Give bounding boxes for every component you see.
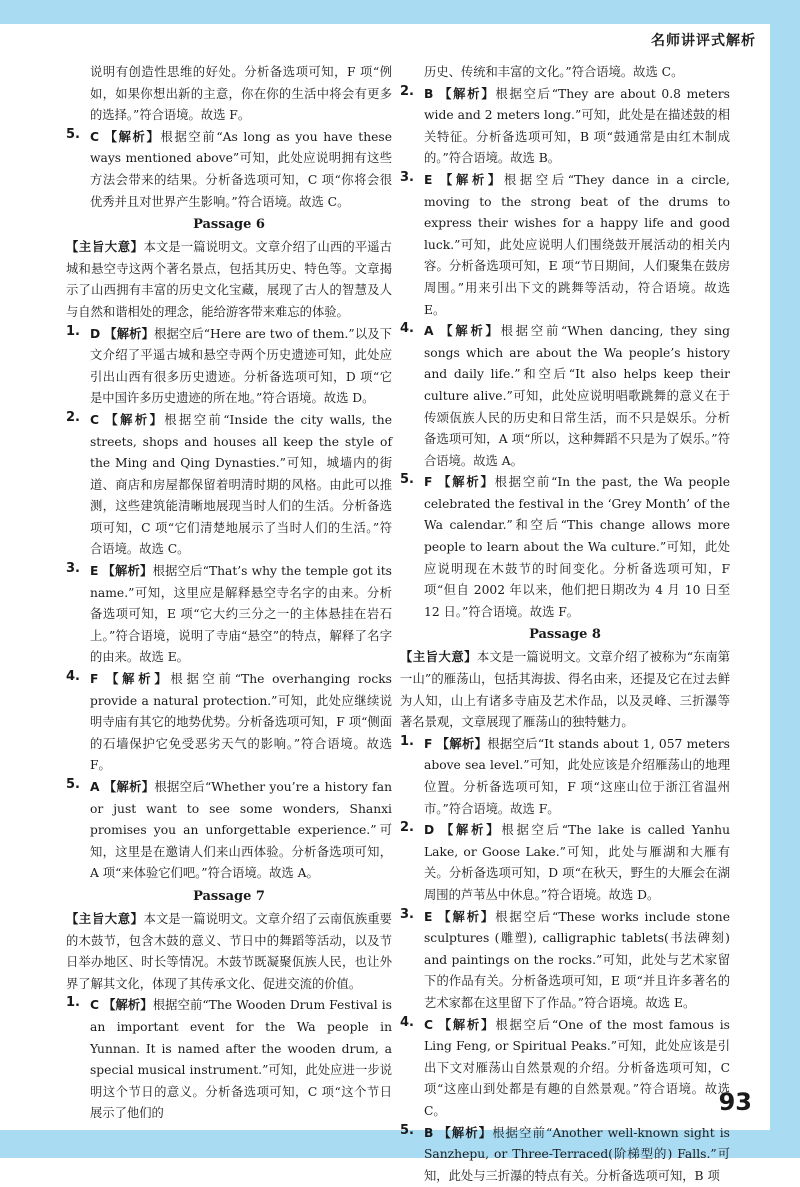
analysis-tag: 【解析】 <box>439 1018 496 1032</box>
analysis-tag: 【解析】 <box>105 130 161 144</box>
analysis-text: 根据空前“As long as you have these ways mentioned above”可知，此处应说明拥有这些方法会带来的结果。分析备选项可知，C 项“你将会很优秀并且对世界产生影响。”符合语境。故选 C。 <box>90 130 392 209</box>
item-number: 1. <box>66 324 80 339</box>
answer-letter: F <box>90 672 98 686</box>
analysis-text: 根据空后“Whether you’re a history fan or just want to see some wonders, Shanxi promises you an unforgettable experience.”可知，这里是在邀请人们来山西体验。分析备选项可知，A 项“来体验它们吧。”符合语境。故选 A。 <box>90 780 392 880</box>
analysis-text: 根据空前“The Wooden Drum Festival is an important event for the Wa people in Yunnan. It is named after the wooden drum, a special musical instrument.”可知，此处应进一步说明这个节日的意义。分析备选项可知，C 项“这个节日展示了他们的 <box>90 998 392 1120</box>
analysis-text: 根据空后“That’s why the temple got its name.”可知，这里应是解释悬空寺名字的由来。分析备选项可知，E 项“它大约三分之一的主体悬挂在岩石上。”符合语境，说明了寺庙“悬空”的特点，解释了名字的由来。故选 E。 <box>90 564 392 664</box>
answer-letter: D <box>424 823 434 837</box>
answer-item <box>400 84 730 170</box>
summary-tag: 【主旨大意】 <box>400 650 477 664</box>
item-number: 5. <box>400 1123 414 1138</box>
item-number: 3. <box>400 170 414 185</box>
page-frame-top <box>0 0 800 24</box>
passage-heading: Passage 8 <box>400 624 730 646</box>
answer-letter: C <box>424 1018 433 1032</box>
analysis-tag: 【解析】 <box>438 1126 492 1140</box>
item-number: 5. <box>66 127 80 142</box>
item-number: 5. <box>66 777 80 792</box>
continued-text: 说明有创造性思维的好处。分析备选项可知，F 项“例如，如果你想出新的主意，你在你的生活中将会有更多的选择。”符合语境。故选 F。 <box>66 62 392 127</box>
item-number: 3. <box>400 907 414 922</box>
analysis-text: 根据空后“They are about 0.8 meters wide and 2 meters long.”可知，此处是在描述鼓的相关特征。分析备选项可知，B 项“鼓通常是由红木制成的。”符合语境。故选 B。 <box>424 87 730 166</box>
item-number: 1. <box>66 995 80 1010</box>
passage-summary <box>400 647 730 733</box>
answer-item <box>66 995 392 1125</box>
analysis-tag: 【解析】 <box>441 823 501 837</box>
left-column <box>66 62 392 1125</box>
answer-letter: C <box>90 998 99 1012</box>
page-frame-right <box>770 0 800 1158</box>
item-number: 5. <box>400 472 414 487</box>
analysis-tag: 【解析】 <box>439 87 495 101</box>
analysis-text: 根据空后“One of the most famous is Ling Feng, or Spiritual Peaks.”可知，此处应该是引出下文对雁荡山自然景观的介绍。分析备选项可知，C 项“这座山到处都是有趣的自然景观。”符合语境。故选 C。 <box>424 1018 730 1118</box>
answer-letter: F <box>424 475 432 489</box>
analysis-text: 根据空前“The overhanging rocks provide a natural protection.”可知，此处应继续说明寺庙有其它的地势优势。分析备选项可知，F 项“侧面的石墙保护它免受恶劣天气的影响。”符合语境。故选 F。 <box>90 672 392 772</box>
answer-letter: E <box>90 564 98 578</box>
answer-letter: A <box>424 324 434 338</box>
summary-tag: 【主旨大意】 <box>66 240 144 254</box>
answer-letter: B <box>424 87 433 101</box>
analysis-tag: 【解析】 <box>104 780 155 794</box>
analysis-text: 根据空前“Inside the city walls, the streets, shops and houses all keep the style of the Ming and Qing Dynasties.”可知，城墙内的街道、商店和房屋都保留着明清时期的风格。由此可以推测，这些建筑能清晰地展现当时人们的生活。分析备选项可知，C 项“它们清楚地展示了当时人们的生活。”符合语境。故选 C。 <box>90 413 392 557</box>
answer-letter: A <box>90 780 100 794</box>
answer-letter: B <box>424 1126 433 1140</box>
answer-item <box>400 321 730 472</box>
analysis-text: 根据空后“They dance in a circle, moving to the strong beat of the drums to express their wishes for a happy life and good luck.”可知，此处应说明人们围绕鼓开展活动的相关内容。分析备选项可知，E 项“节日期间，人们聚集在鼓房周围。”用来引出下文的跳舞等活动，符合语境。故选 E。 <box>424 173 730 317</box>
item-number: 2. <box>66 410 80 425</box>
answer-letter: E <box>424 910 432 924</box>
analysis-tag: 【解析】 <box>440 324 500 338</box>
right-column <box>400 62 730 1187</box>
answer-item <box>400 734 730 820</box>
item-number: 1. <box>400 734 414 749</box>
analysis-text: 根据空前“When dancing, they sing songs which are about the Wa people’s history and daily life.”和空后“It also helps keep their culture alive.”可知，此处应说明唱歌跳舞的意义在于传颂佤族人民的历史和日常生活，而不只是娱乐。分析备选项可知，A 项“所以，这种舞蹈不只是为了娱乐。”符合语境。故选 A。 <box>424 324 730 468</box>
answer-item <box>66 127 392 213</box>
answer-item <box>66 561 392 669</box>
summary-text: 本文是一篇说明文。文章介绍了山西的平遥古城和悬空寺这两个著名景点，包括其历史、特色等。文章揭示了山西拥有丰富的历史文化宝藏，展现了古人的智慧及人与自然和谐相处的理念，能给游客带来难忘的体验。 <box>66 240 392 319</box>
analysis-text: 根据空前“In the past, the Wa people celebrated the festival in the ‘Grey Month’ of the Wa calendar.”和空后“This change allows more people to learn about the Wa culture.”可知，此处应说明现在木鼓节的时间变化。分析备选项可知，F 项“但自 2002 年以来，他们把日期改为 4 月 10 日至 12 日。”符合语境。故选 F。 <box>424 475 730 619</box>
running-header: 名师讲评式解析 <box>651 30 756 50</box>
analysis-tag: 【解析】 <box>103 998 153 1012</box>
answer-letter: C <box>90 413 99 427</box>
page-number: 93 <box>719 1088 752 1116</box>
analysis-text: 根据空后“These works include stone sculptures (雕塑), calligraphic tablets(书法碑刻) and paintings on the rocks.”可知，此处与艺术家留下的作品有关。分析备选项可知，E 项“并且许多著名的艺术家都在这里留下了作品。”符合语境。故选 E。 <box>424 910 730 1010</box>
analysis-tag: 【解析】 <box>438 910 495 924</box>
answer-letter: F <box>424 737 432 751</box>
summary-text: 本文是一篇说明文。文章介绍了云南佤族重要的木鼓节，包含木鼓的意义、节日中的舞蹈等活动，以及节日举办地区、时长等情况。木鼓节既凝聚佤族人民，也让外界了解其文化，体现了其传承文化、促进交流的价值。 <box>66 912 392 991</box>
answer-item <box>66 410 392 561</box>
analysis-tag: 【解析】 <box>440 173 504 187</box>
answer-item <box>66 669 392 777</box>
item-number: 2. <box>400 820 414 835</box>
summary-text: 本文是一篇说明文。文章介绍了被称为“东南第一山”的雁荡山，包括其海拔、得名由来，还提及它在过去鲜为人知，山上有诸多寺庙及艺术作品，以及灵峰、三折瀑等著名景观，文章展现了雁荡山的独特魅力。 <box>400 650 730 729</box>
analysis-tag: 【解析】 <box>438 475 494 489</box>
answer-letter: D <box>90 327 100 341</box>
answer-item <box>66 777 392 885</box>
passage-heading: Passage 7 <box>66 886 392 908</box>
analysis-text: 根据空前“Another well-known sight is Sanzhepu, or Three-Terraced(阶梯型的) Falls.”可知，此处与三折瀑的特点有关。分析备选项可知，B 项 <box>424 1126 730 1183</box>
analysis-tag: 【解析】 <box>106 672 170 686</box>
item-number: 4. <box>400 321 414 336</box>
item-number: 4. <box>400 1015 414 1030</box>
analysis-text: 根据空后“It stands about 1, 057 meters above sea level.”可知，此处应该是介绍雁荡山的地理位置。分析备选项可知，F 项“这座山位于浙江省温州市。”符合语境。故选 F。 <box>424 737 730 816</box>
analysis-tag: 【解析】 <box>105 413 164 427</box>
continued-text: 历史、传统和丰富的文化。”符合语境。故选 C。 <box>400 62 730 84</box>
analysis-text: 根据空后“The lake is called Yanhu Lake, or Goose Lake.”可知，此处与雁湖和大雁有关。分析备选项可知，D 项“在秋天，野生的大雁会在湖周围的芦苇丛中休息。”符合语境。故选 D。 <box>424 823 730 902</box>
item-number: 3. <box>66 561 80 576</box>
passage-summary <box>66 909 392 995</box>
answer-item <box>400 170 730 321</box>
answer-item <box>400 907 730 1015</box>
answer-item <box>66 324 392 410</box>
analysis-tag: 【解析】 <box>104 327 154 341</box>
item-number: 2. <box>400 84 414 99</box>
analysis-tag: 【解析】 <box>103 564 153 578</box>
answer-item <box>400 820 730 906</box>
answer-item <box>400 1123 730 1187</box>
answer-letter: E <box>424 173 432 187</box>
answer-item <box>400 1015 730 1123</box>
answer-letter: C <box>90 130 99 144</box>
summary-tag: 【主旨大意】 <box>66 912 144 926</box>
passage-heading: Passage 6 <box>66 214 392 236</box>
analysis-text: 根据空后“Here are two of them.”以及下文介绍了平遥古城和悬空寺两个历史遗迹可知，此处应引出山西有很多历史遗迹。分析备选项可知，D 项“它是中国许多历史遗迹的所在地。”符合语境。故选 D。 <box>90 327 392 406</box>
passage-summary <box>66 237 392 323</box>
item-number: 4. <box>66 669 80 684</box>
analysis-tag: 【解析】 <box>437 737 488 751</box>
answer-item <box>400 472 730 623</box>
